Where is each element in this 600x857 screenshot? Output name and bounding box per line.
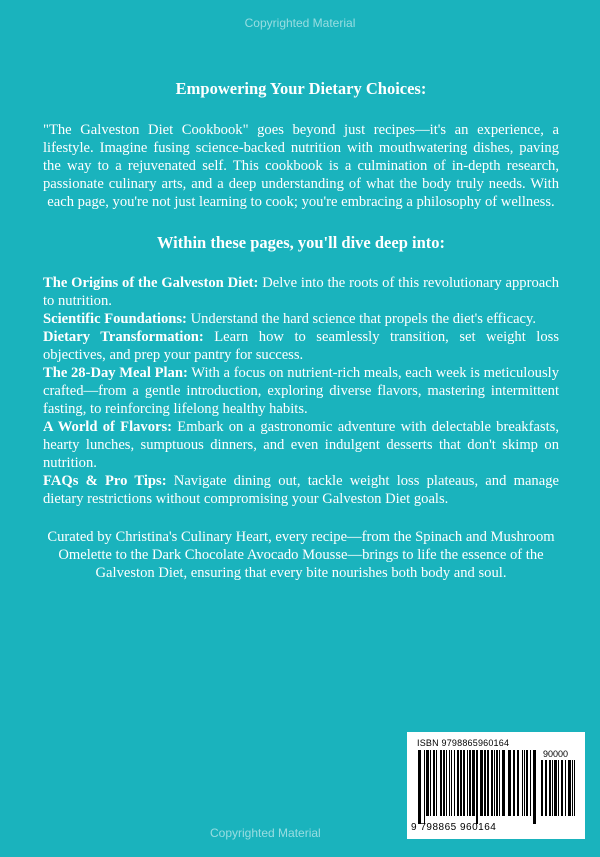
list-item-title: Scientific Foundations:	[43, 311, 187, 327]
feature-list	[43, 274, 559, 508]
barcode-bars-icon	[418, 750, 536, 824]
isbn-label: ISBN 9798865960164	[417, 738, 510, 748]
list-item-text: Navigate dining out, tackle weight loss plateaus, and manage dietary restrictions without compromising your Galveston Diet goals.	[43, 473, 559, 507]
closing-paragraph: Curated by Christina's Culinary Heart, every recipe—from the Spinach and Mushroom Omelette to the Dark Chocolate Avocado Mousse—brings to life the essence of the Galveston Diet, ensuring that every bite nourishes both body and soul.	[47, 529, 555, 581]
watermark-top: Copyrighted Material	[244, 16, 356, 30]
list-item-text: With a focus on nutrient-rich meals, each week is meticulously crafted—from a gentle introduction, exploring diverse flavors, mastering intermittent fasting, to reinforcing lifelong healthy habits.	[43, 365, 559, 417]
list-item-text: Understand the hard science that propels the diet's efficacy.	[186, 311, 537, 327]
list-item	[43, 328, 559, 364]
list-item-text: Delve into the roots of this revolutionary approach to nutrition.	[43, 275, 560, 309]
list-item-text: Learn how to seamlessly transition, set weight loss objectives, and prep your pantry for success.	[43, 329, 559, 363]
price-code: 90000	[543, 749, 569, 759]
list-item-title: The 28-Day Meal Plan:	[43, 365, 188, 381]
watermark-bottom: Copyrighted Material	[210, 826, 321, 840]
back-cover-text	[43, 70, 559, 582]
list-item	[43, 364, 559, 418]
list-item-title: FAQs & Pro Tips:	[43, 473, 167, 489]
list-item-title: A World of Flavors:	[43, 419, 173, 435]
intro-paragraph: "The Galveston Diet Cookbook" goes beyond just recipes—it's an experience, a lifestyle. Imagine fusing science-backed nutrition with mouthwatering dishes, paving the way to a rejuvenated self. This cookbook is a culmination of in-depth research, passionate culinary arts, and a deep understanding of what the body truly needs. With each page, you're not just learning to cook; you're embracing a philosophy of wellness.	[43, 122, 559, 210]
barcode-digits: 9 798865 960164	[411, 822, 497, 833]
list-item-title: Dietary Transformation:	[43, 329, 204, 345]
list-item	[43, 274, 559, 310]
list-item-text: Embark on a gastronomic adventure with delectable breakfasts, hearty lunches, sumptuous dinners, and even indulgent desserts that don't skimp on nutrition.	[43, 419, 559, 471]
list-item	[43, 472, 559, 508]
heading-dietary-choices: Empowering Your Dietary Choices:	[175, 79, 427, 98]
barcode-addon-bars-icon	[541, 760, 577, 824]
heading-within-pages: Within these pages, you'll dive deep into:	[156, 233, 446, 252]
isbn-barcode	[407, 732, 585, 839]
list-item-title: The Origins of the Galveston Diet:	[43, 275, 259, 291]
list-item	[43, 310, 559, 328]
list-item	[43, 418, 559, 472]
